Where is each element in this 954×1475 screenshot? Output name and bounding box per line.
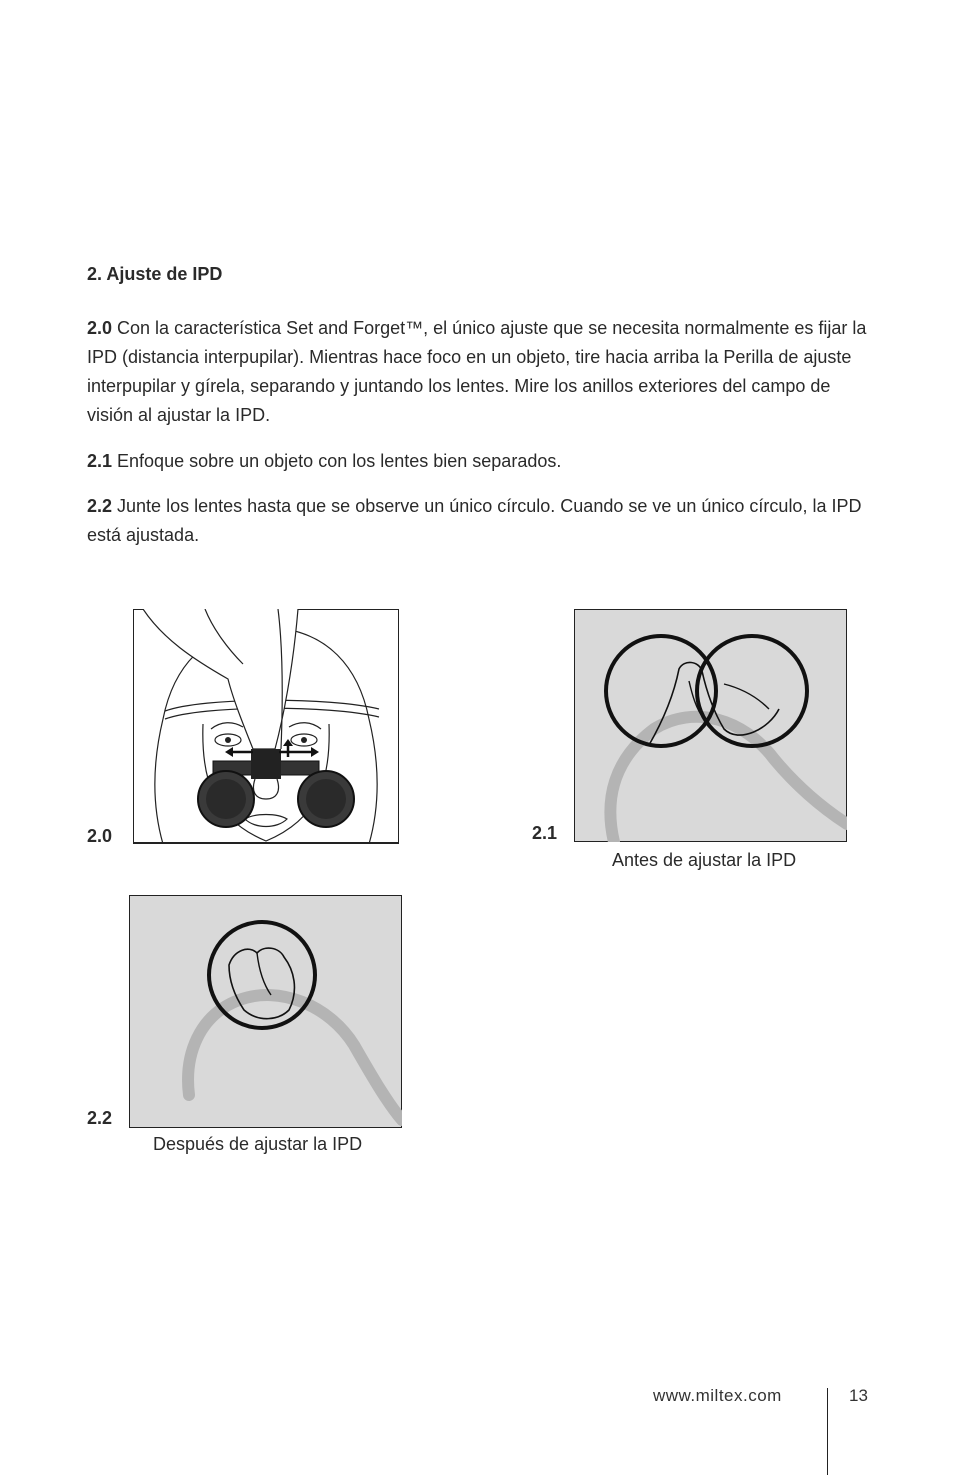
step-2-0 [87, 314, 877, 430]
step-2-1 [87, 447, 877, 476]
step-number: 2.0 [87, 318, 113, 338]
page-number: 13 [849, 1386, 868, 1405]
footer-url: www.miltex.com [653, 1386, 782, 1405]
step-number: 2.1 [87, 451, 113, 471]
step-2-2 [87, 492, 877, 550]
section-title: 2. Ajuste de IPD [87, 264, 223, 284]
figure-2-2-caption: Después de ajustar la IPD [153, 1134, 363, 1154]
step-number: 2.2 [87, 496, 113, 516]
figure-2-1-number: 2.1 [532, 823, 558, 843]
figure-2-2-number: 2.2 [87, 1108, 113, 1128]
step-text: Enfoque sobre un objeto con los lentes bien separados. [112, 451, 562, 471]
figure-2-0-illustration [133, 609, 399, 844]
figure-2-0-number: 2.0 [87, 826, 113, 846]
footer-divider [827, 1388, 828, 1475]
figure-2-2-illustration [129, 895, 402, 1128]
figure-2-1-illustration [574, 609, 847, 842]
step-text: Junte los lentes hasta que se observe un único círculo. Cuando se ve un único círculo, la IPD está ajustada. [87, 496, 862, 545]
step-text: Con la característica Set and Forget™, el único ajuste que se necesita normalmente es fijar la IPD (distancia interpupilar). Mientras hace foco en un objeto, tire hacia arriba la Perilla de ajuste interpupilar y gírela, separando y juntando los lentes. Mire los anillos exteriores del campo de visión al ajustar la IPD. [87, 318, 867, 425]
figure-2-1-caption: Antes de ajustar la IPD [612, 850, 797, 870]
